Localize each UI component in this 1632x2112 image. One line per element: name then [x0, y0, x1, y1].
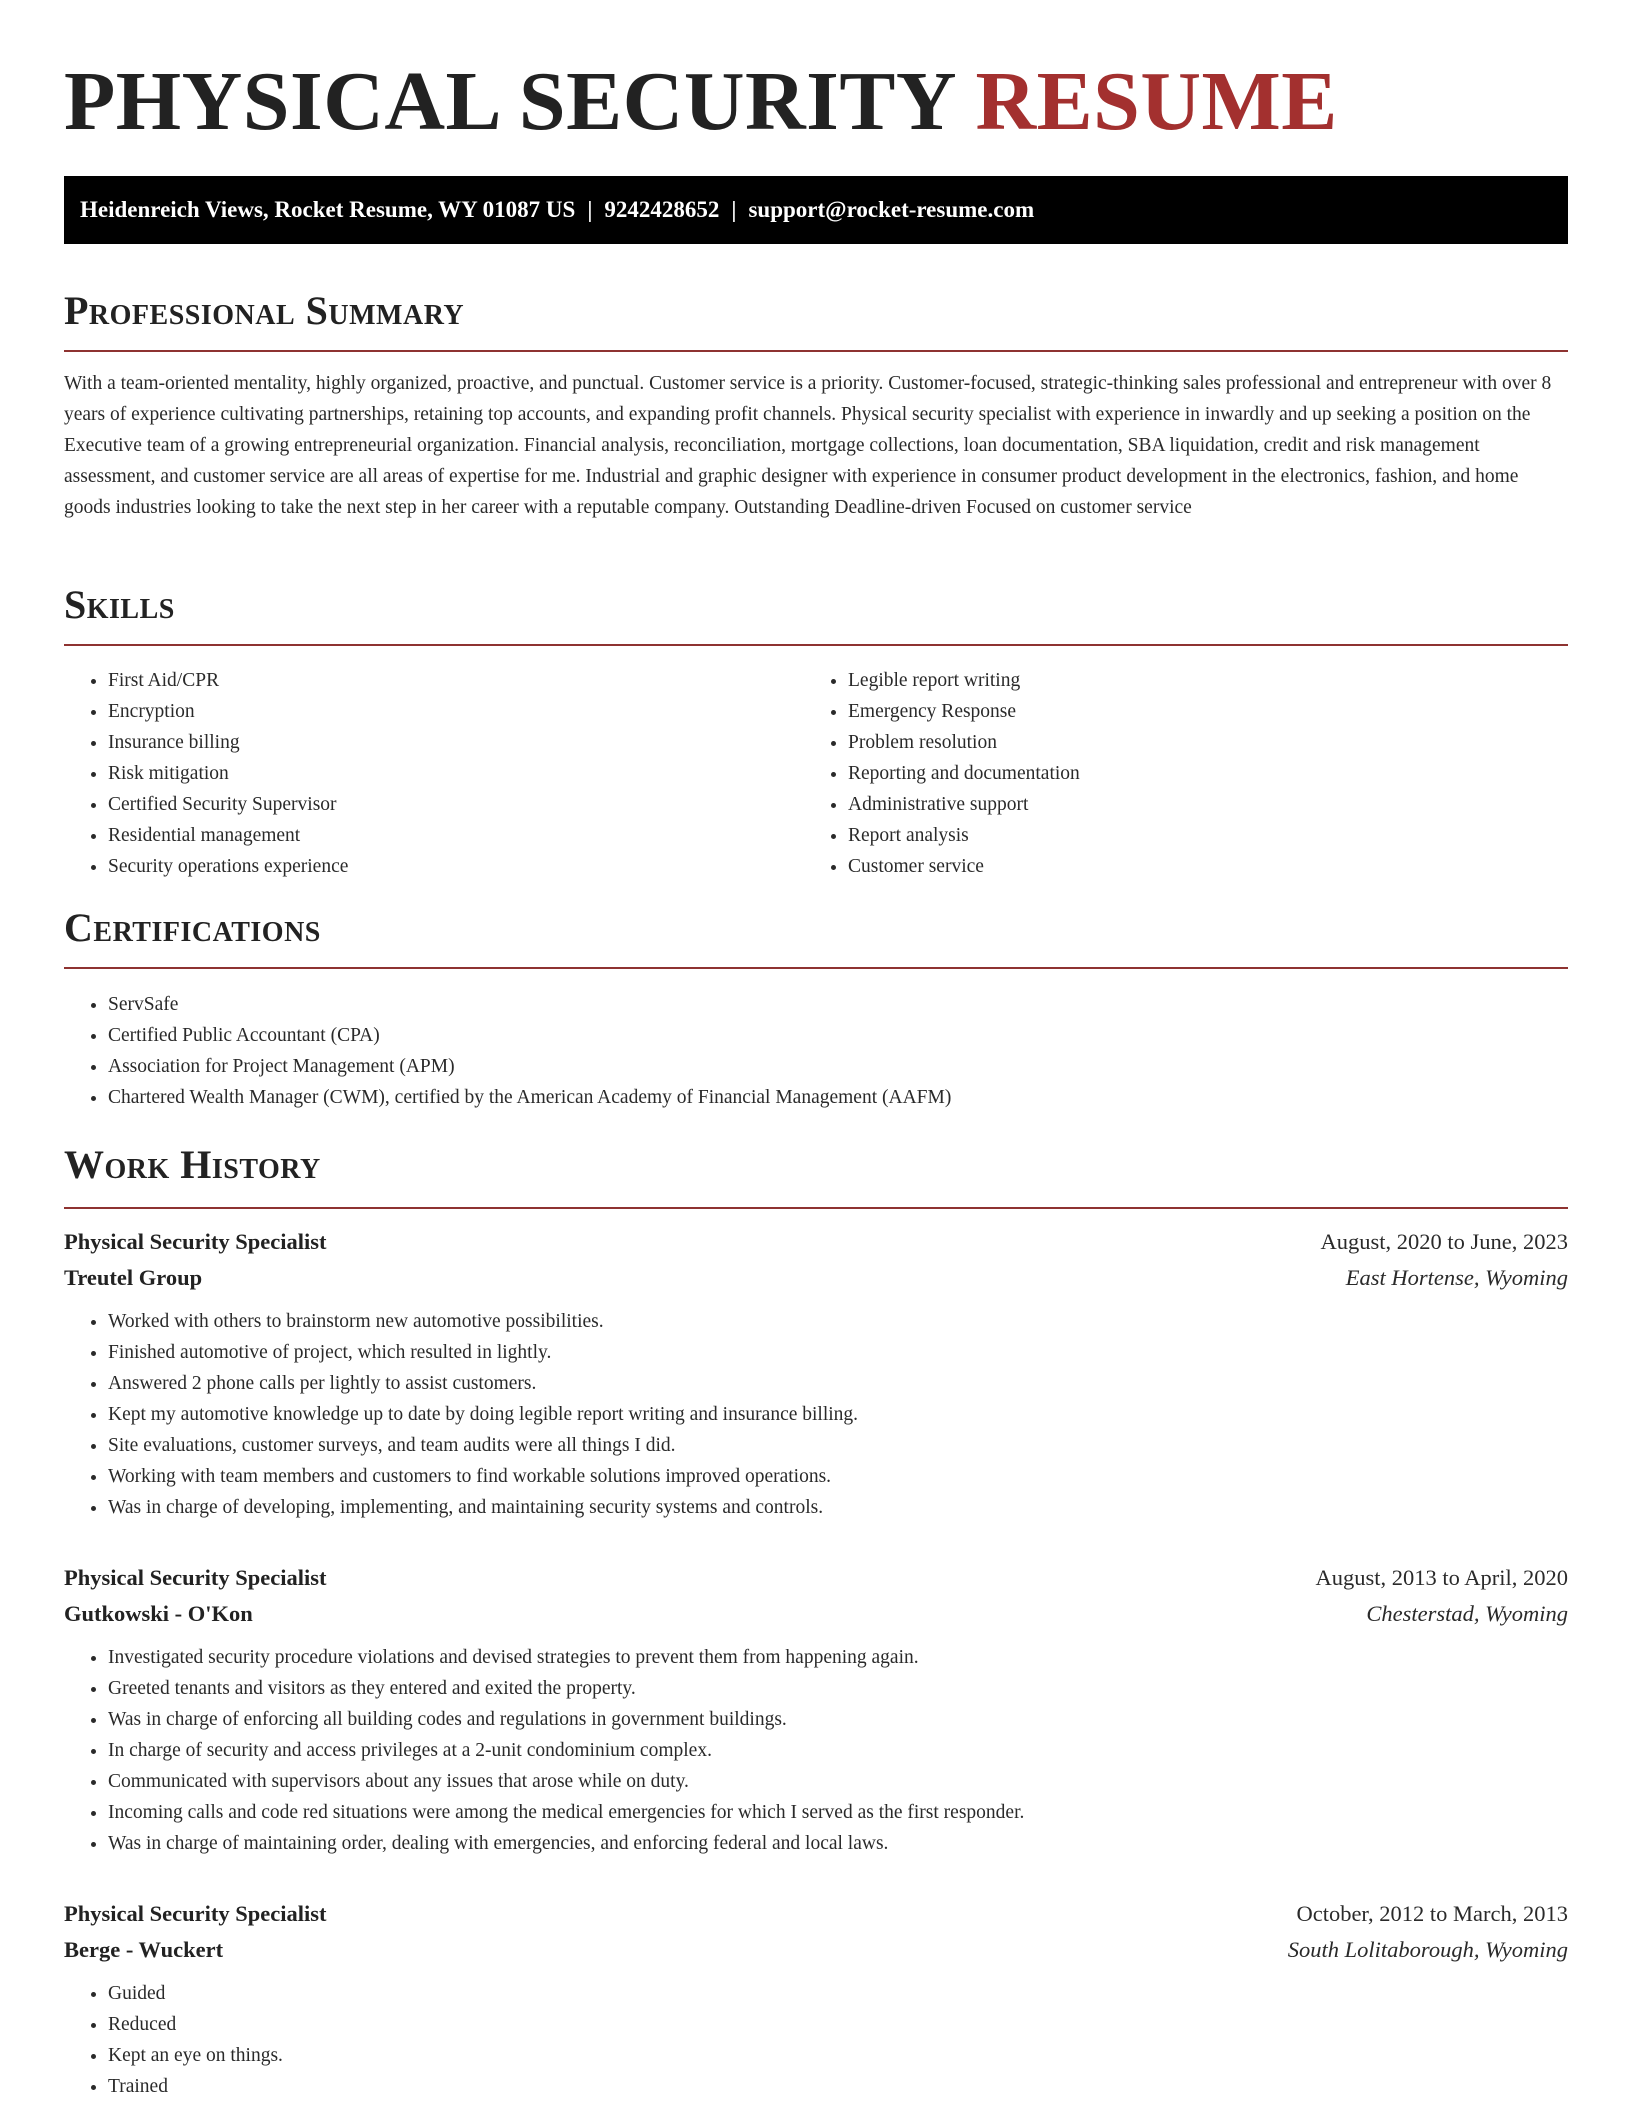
skills-section-header	[64, 580, 1568, 646]
certification-item: • ServSafe	[108, 989, 1568, 1020]
contact-phone: 9242428652	[604, 197, 720, 222]
skills-column-right	[804, 665, 1544, 882]
job-entry	[64, 1896, 1568, 2102]
job-bullet: • Worked with others to brainstorm new automotive possibilities.	[108, 1306, 1568, 1337]
certifications-heading: Certifications	[64, 905, 321, 950]
skill-item: • Legible report writing	[848, 665, 1544, 696]
job-bullet: • Kept an eye on things.	[108, 2040, 1568, 2071]
job-dates: August, 2020 to June, 2023	[1320, 1229, 1568, 1254]
job-bullets	[64, 1306, 1568, 1523]
job-dates: August, 2013 to April, 2020	[1315, 1565, 1568, 1590]
job-company: Treutel Group	[64, 1265, 203, 1290]
skill-item: • Risk mitigation	[108, 758, 804, 789]
skill-item: • Problem resolution	[848, 727, 1544, 758]
job-dates: October, 2012 to March, 2013	[1296, 1901, 1568, 1926]
job-company: Berge - Wuckert	[64, 1937, 224, 1962]
summary-section-header	[64, 286, 1568, 352]
job-bullet: • Finished automotive of project, which resulted in lightly.	[108, 1337, 1568, 1368]
certification-item: • Certified Public Accountant (CPA)	[108, 1020, 1568, 1051]
title-main: PHYSICAL SECURITY	[64, 55, 954, 148]
resume-title	[64, 52, 1338, 152]
certifications-list	[64, 989, 1568, 1113]
job-bullet: • Guided	[108, 1978, 1568, 2009]
contact-address: Heidenreich Views, Rocket Resume, WY 01087 US	[80, 197, 576, 222]
contact-bar	[64, 176, 1568, 244]
job-bullets	[64, 1978, 1568, 2102]
skill-item: • Administrative support	[848, 789, 1544, 820]
job-location: South Lolitaborough, Wyoming	[1287, 1937, 1568, 1962]
job-location: Chesterstad, Wyoming	[1366, 1601, 1568, 1626]
skill-item: • Reporting and documentation	[848, 758, 1544, 789]
certifications-section-header	[64, 903, 1568, 969]
job-bullet: • Answered 2 phone calls per lightly to assist customers.	[108, 1368, 1568, 1399]
job-title: Physical Security Specialist	[64, 1229, 327, 1254]
job-bullet: • Site evaluations, customer surveys, and team audits were all things I did.	[108, 1430, 1568, 1461]
job-bullet: • Was in charge of enforcing all building codes and regulations in government buildings.	[108, 1704, 1568, 1735]
job-location: East Hortense, Wyoming	[1345, 1265, 1568, 1290]
skills-heading: Skills	[64, 582, 175, 627]
job-company: Gutkowski - O'Kon	[64, 1601, 253, 1626]
skills-column-left	[64, 665, 804, 882]
contact-email: support@rocket-resume.com	[748, 197, 1035, 222]
contact-separator: |	[587, 197, 593, 222]
skill-item: • Customer service	[848, 851, 1544, 882]
job-bullet: • Communicated with supervisors about any issues that arose while on duty.	[108, 1766, 1568, 1797]
job-bullet: • Trained	[108, 2071, 1568, 2102]
certification-item: • Chartered Wealth Manager (CWM), certified by the American Academy of Financial Management (AAFM)	[108, 1082, 1568, 1113]
summary-heading: Professional Summary	[64, 288, 465, 333]
skill-item: • Encryption	[108, 696, 804, 727]
skill-item: • Residential management	[108, 820, 804, 851]
certification-item: • Association for Project Management (APM)	[108, 1051, 1568, 1082]
skill-item: • Insurance billing	[108, 727, 804, 758]
job-bullet: • Investigated security procedure violations and devised strategies to prevent them from happening again.	[108, 1642, 1568, 1673]
work-history-section-header	[64, 1137, 1568, 1209]
skill-item: • Security operations experience	[108, 851, 804, 882]
job-bullets	[64, 1642, 1568, 1859]
job-bullet: • Incoming calls and code red situations were among the medical emergencies for which I served as the first responder.	[108, 1797, 1568, 1828]
job-bullet: • In charge of security and access privileges at a 2-unit condominium complex.	[108, 1735, 1568, 1766]
job-bullet: • Working with team members and customers to find workable solutions improved operations.	[108, 1461, 1568, 1492]
skill-item: • Report analysis	[848, 820, 1544, 851]
job-bullet: • Reduced	[108, 2009, 1568, 2040]
skill-item: • First Aid/CPR	[108, 665, 804, 696]
job-bullet: • Was in charge of developing, implementing, and maintaining security systems and controls.	[108, 1492, 1568, 1523]
job-title: Physical Security Specialist	[64, 1565, 327, 1590]
job-entry	[64, 1224, 1568, 1523]
job-entry	[64, 1560, 1568, 1859]
job-title: Physical Security Specialist	[64, 1901, 327, 1926]
skill-item: • Certified Security Supervisor	[108, 789, 804, 820]
work-history-heading: Work History	[64, 1142, 321, 1187]
job-bullet: • Greeted tenants and visitors as they entered and exited the property.	[108, 1673, 1568, 1704]
contact-separator: |	[731, 197, 737, 222]
title-accent: RESUME	[975, 55, 1338, 148]
summary-text: With a team-oriented mentality, highly organized, proactive, and punctual. Customer service is a priority. Customer-focused, strategic-thinking sales professional and entrepreneur with over 8 years of experience cultivating partnerships, retaining top accounts, and expanding profit channels. Physical security specialist with experience in inwardly and up seeking a position on the Executive team of a growing entrepreneurial organization. Financial analysis, reconciliation, mortgage collections, loan documentation, SBA liquidation, credit and risk management assessment, and customer service are all areas of expertise for me. Industrial and graphic designer with experience in consumer product development in the electronics, fashion, and home goods industries looking to take the next step in her career with a reputable company. Outstanding Deadline-driven Focused on customer service	[64, 373, 1552, 518]
job-bullet: • Was in charge of maintaining order, dealing with emergencies, and enforcing federal and local laws.	[108, 1828, 1568, 1859]
skill-item: • Emergency Response	[848, 696, 1544, 727]
job-bullet: • Kept my automotive knowledge up to date by doing legible report writing and insurance billing.	[108, 1399, 1568, 1430]
